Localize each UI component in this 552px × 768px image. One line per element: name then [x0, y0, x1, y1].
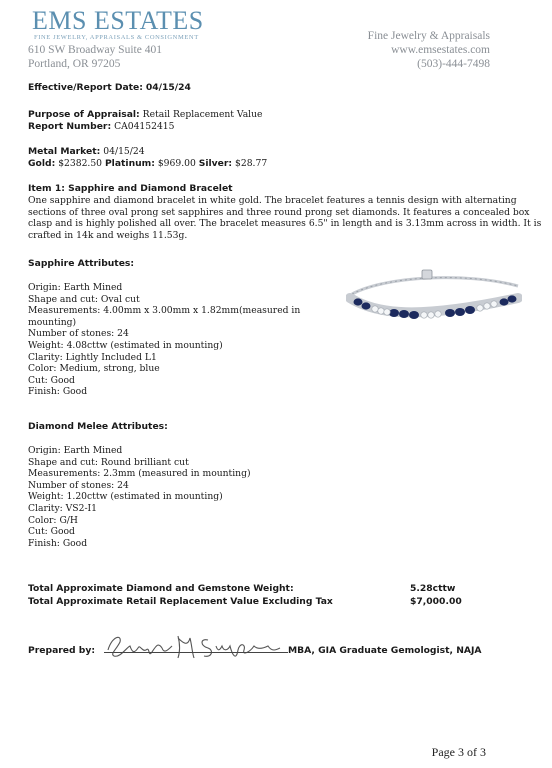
total-weight-value: 5.28cttw — [410, 583, 456, 594]
total-weight-label: Total Approximate Diamond and Gemstone Weight: — [28, 583, 294, 594]
handwritten-signature — [104, 628, 286, 664]
attribute-line: Cut: Good — [28, 526, 75, 538]
attribute-line: mounting) — [28, 316, 77, 328]
attribute-line: Clarity: VS2-I1 — [28, 502, 98, 514]
sapphire-attributes — [28, 282, 300, 398]
report-number-value: CA04152415 — [114, 121, 175, 132]
page-number: Page 3 of 3 — [431, 745, 486, 759]
company-logo: EMS ESTATES — [32, 6, 204, 35]
description-line: clasp and is highly polished all over. The bracelet measures 6.5" in length and is 3.13mm across in width. It is — [28, 218, 542, 230]
platinum-label: Platinum: — [104, 158, 155, 169]
phone-number: (503)-444-7498 — [417, 58, 490, 70]
preparer-credentials: MBA, GIA Graduate Gemologist, NAJA — [288, 645, 482, 656]
purpose-label: Purpose of Appraisal: — [28, 109, 140, 120]
attribute-line: Origin: Earth Mined — [28, 282, 123, 293]
silver-value: $28.77 — [235, 158, 268, 169]
contact-line-1: Fine Jewelry & Appraisals — [367, 30, 490, 42]
attribute-line: Measurements: 2.3mm (measured in mounting) — [28, 468, 251, 480]
metal-market-date: 04/15/24 — [103, 146, 145, 157]
attribute-line: Shape and cut: Oval cut — [28, 293, 140, 305]
metal-market-label: Metal Market: — [28, 146, 101, 157]
bracelet-photo — [346, 268, 522, 332]
attribute-line: Clarity: Lightly Included L1 — [28, 351, 157, 363]
attribute-line: Weight: 1.20cttw (estimated in mounting) — [28, 491, 223, 503]
diamond-heading: Diamond Melee Attributes: — [28, 421, 168, 432]
item-title: Item 1: Sapphire and Diamond Bracelet — [28, 183, 233, 194]
report-number-label: Report Number: — [28, 121, 112, 132]
metal-market — [28, 146, 145, 158]
item-description — [28, 195, 542, 241]
company-contact — [368, 29, 490, 71]
attribute-line: Color: G/H — [28, 514, 78, 526]
signature-line — [104, 652, 288, 653]
gold-value: $2382.50 — [58, 158, 103, 169]
attribute-line: Origin: Earth Mined — [28, 445, 123, 456]
prepared-by-label: Prepared by: — [28, 645, 96, 656]
purpose-value: Retail Replacement Value — [142, 109, 263, 120]
description-line: One sapphire and diamond bracelet in white gold. The bracelet features a tennis design with alternating — [28, 195, 517, 206]
attribute-line: Shape and cut: Round brilliant cut — [28, 456, 189, 468]
attribute-line: Number of stones: 24 — [28, 479, 129, 491]
effective-date-label: Effective/Report Date: — [28, 82, 143, 93]
effective-date — [28, 82, 191, 94]
diamond-attributes — [28, 445, 251, 549]
company-address — [28, 43, 162, 71]
attribute-line: Number of stones: 24 — [28, 328, 129, 340]
address-line-2: Portland, OR 97205 — [28, 58, 121, 70]
attribute-line: Measurements: 4.00mm x 3.00mm x 1.82mm(measured in — [28, 305, 301, 317]
metal-prices — [28, 158, 267, 170]
company-tagline: FINE JEWELRY, APPRAISALS & CONSIGNMENT — [34, 34, 199, 41]
attribute-line: Finish: Good — [28, 537, 88, 549]
address-line-1: 610 SW Broadway Suite 401 — [28, 44, 162, 56]
silver-label: Silver: — [198, 158, 233, 169]
description-line: sections of three oval prong set sapphires and three round prong set diamonds. It features a concealed box — [28, 206, 530, 218]
description-line: crafted in 14k and weighs 11.53g. — [28, 229, 188, 241]
effective-date-value: 04/15/24 — [145, 82, 191, 93]
attribute-line: Color: Medium, strong, blue — [28, 363, 160, 375]
purpose-of-appraisal — [28, 109, 262, 121]
attribute-line: Cut: Good — [28, 374, 75, 386]
sapphire-heading: Sapphire Attributes: — [28, 258, 135, 269]
gold-label: Gold: — [28, 158, 56, 169]
report-number — [28, 121, 175, 133]
total-value-value: $7,000.00 — [410, 596, 462, 607]
attribute-line: Weight: 4.08cttw (estimated in mounting) — [28, 339, 223, 351]
attribute-line: Finish: Good — [28, 386, 88, 398]
total-value-label: Total Approximate Retail Replacement Value Excluding Tax — [28, 596, 333, 607]
platinum-value: $969.00 — [157, 158, 196, 169]
website: www.emsestates.com — [391, 44, 490, 56]
